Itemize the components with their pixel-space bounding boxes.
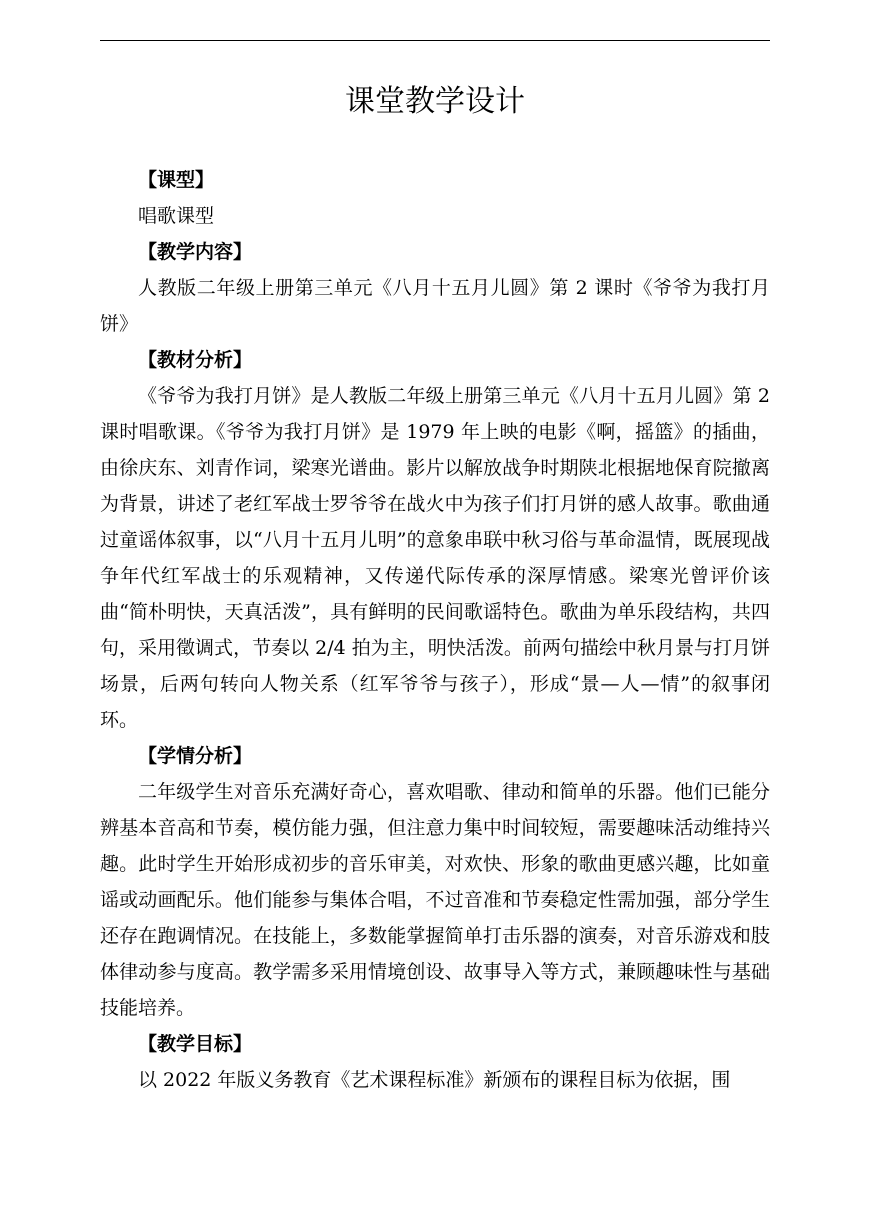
section-heading-lesson-type: 【课型】 xyxy=(138,169,215,191)
section-body-teaching-goals: 以 2022 年版义务教育《艺术课程标准》新颁布的课程目标为依据，围 xyxy=(138,1069,731,1091)
header-rule xyxy=(100,40,770,41)
section-heading-material-analysis: 【教材分析】 xyxy=(138,349,253,371)
section-body-teaching-content: 人教版二年级上册第三单元《八月十五月儿圆》第 2 课时《爷爷为我打月饼》 xyxy=(100,277,770,335)
section-heading-teaching-goals: 【教学目标】 xyxy=(138,1033,253,1055)
section-body-student-analysis: 二年级学生对音乐充满好奇心，喜欢唱歌、律动和简单的乐器。他们已能分辨基本音高和节奏，模仿能力强，但注意力集中时间较短，需要趣味活动维持兴趣。此时学生开始形成初步的音乐审美，对欢快、形象的歌曲更感兴趣，比如童谣或动画配乐。他们能参与集体合唱，不过音准和节奏稳定性需加强，部分学生还存在跑调情况。在技能上，多数能掌握简单打击乐器的演奏，对音乐游戏和肢体律动参与度高。教学需多采用情境创设、故事导入等方式，兼顾趣味性与基础技能培养。 xyxy=(100,781,770,1019)
section-heading-student-analysis: 【学情分析】 xyxy=(138,745,253,767)
section-body-lesson-type: 唱歌课型 xyxy=(138,205,215,227)
section-heading-teaching-content: 【教学内容】 xyxy=(138,241,253,263)
document-title: 课堂教学设计 xyxy=(345,84,525,119)
section-body-material-analysis: 《爷爷为我打月饼》是人教版二年级上册第三单元《八月十五月儿圆》第 2 课时唱歌课。《爷爷为我打月饼》是 1979 年上映的电影《啊，摇篮》的插曲，由徐庆东、刘青作词，梁寒光谱曲。影片以解放战争时期陕北根据地保育院撤离为背景，讲述了老红军战士罗爷爷在战火中为孩子们打月饼的感人故事。歌曲通过童谣体叙事，以“八月十五月儿明”的意象串联中秋习俗与革命温情，既展现战争年代红军战士的乐观精神，又传递代际传承的深厚情感。梁寒光曾评价该曲“简朴明快，天真活泼”，具有鲜明的民间歌谣特色。歌曲为单乐段结构，共四句，采用徵调式，节奏以 2/4 拍为主，明快活泼。前两句描绘中秋月景与打月饼场景，后两句转向人物关系（红军爷爷与孩子），形成“景—人—情”的叙事闭环。 xyxy=(100,385,770,731)
document-body xyxy=(100,162,770,1098)
